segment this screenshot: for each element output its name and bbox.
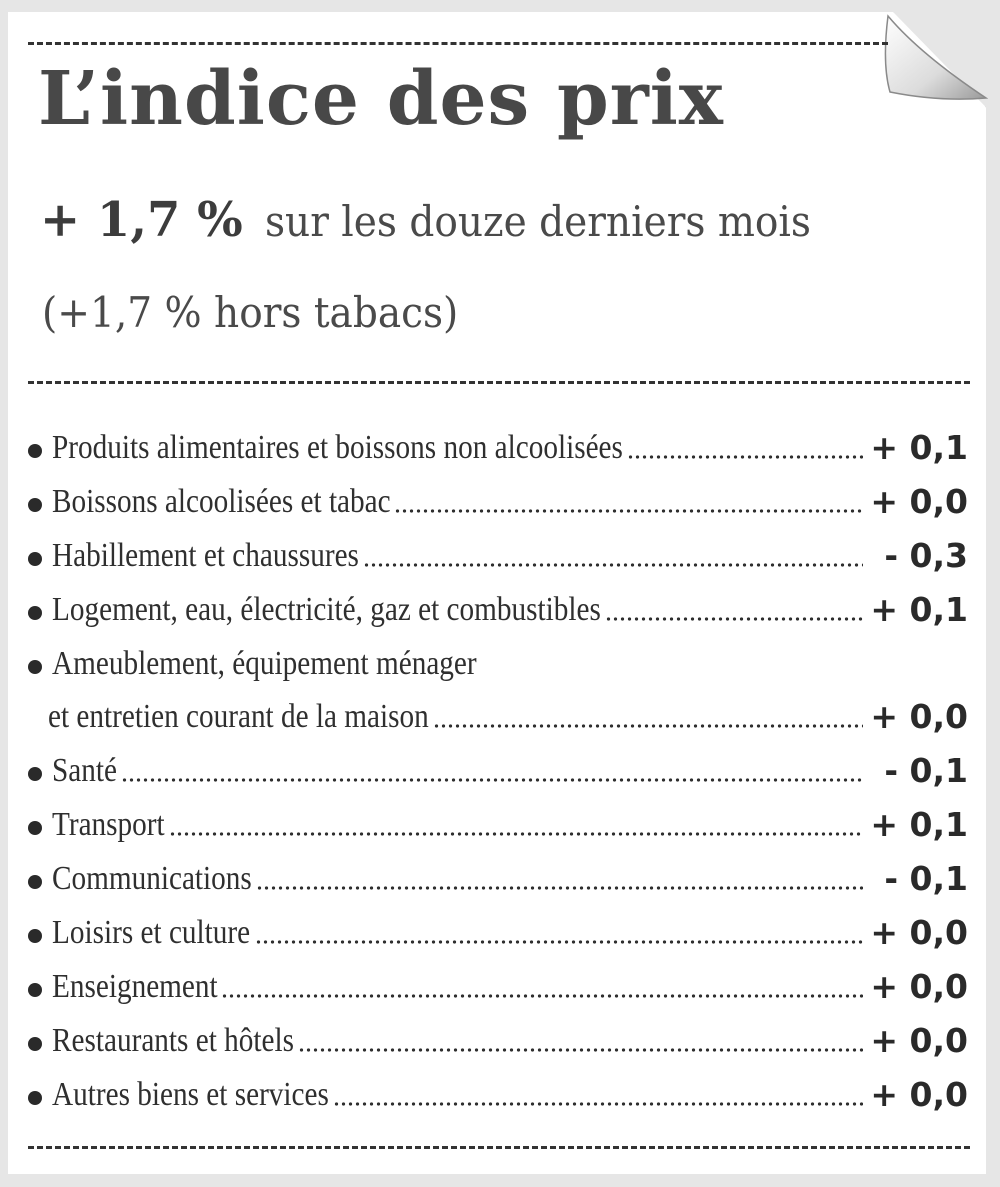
bullet-icon [28,821,42,835]
item-label: Santé [52,752,117,789]
list-item [28,580,968,634]
bullet-icon [28,875,42,889]
item-label-continued: et entretien courant de la maison [48,698,429,735]
dot-leader [605,617,863,621]
dot-leader [363,563,863,567]
item-value: + 0,0 [870,482,968,521]
item-value: + 0,0 [870,913,968,952]
dot-leader [256,886,863,890]
page-title: L’indice des prix [38,56,724,142]
bullet-icon [28,767,42,781]
bullet-icon [28,983,42,997]
bullet-icon [28,1091,42,1105]
item-label: Communications [52,860,252,897]
list-item [28,957,968,1011]
bullet-icon [28,444,42,458]
item-value: + 0,1 [870,805,968,844]
dot-leader [169,832,863,836]
dot-leader [121,778,863,782]
bullet-icon [28,929,42,943]
dot-leader [627,455,863,459]
item-value: + 0,1 [870,590,968,629]
bullet-icon [28,660,42,674]
page-curl-icon [880,14,988,106]
bullet-icon [28,552,42,566]
subline-tobacco: (+1,7 % hors tabacs) [42,288,459,337]
dot-leader [221,994,863,998]
dot-leader [333,1102,863,1106]
item-label: Habillement et chaussures [52,537,359,574]
dot-leader [394,509,863,513]
list-item [28,1011,968,1065]
divider-bottom [28,1146,970,1149]
list-item [28,849,968,903]
item-value: + 0,0 [870,967,968,1006]
headline-value: + 1,7 % [40,192,243,248]
list-item [28,634,968,741]
divider-middle [28,381,970,384]
item-label: Transport [52,806,165,843]
headline [40,192,852,248]
list-item [28,418,968,472]
item-label: Boissons alcoolisées et tabac [52,483,391,520]
list-item [28,903,968,957]
item-label: Logement, eau, électricité, gaz et combustibles [52,591,601,628]
dot-leader [298,1048,863,1052]
bullet-icon [28,498,42,512]
item-value: + 0,1 [870,428,968,467]
item-label: Restaurants et hôtels [52,1022,294,1059]
list-item [28,472,968,526]
item-value: - 0,1 [884,751,968,790]
list-item [28,741,968,795]
bullet-icon [28,1037,42,1051]
dot-leader [433,724,863,728]
dot-leader [255,940,863,944]
headline-text: sur les douze derniers mois [264,197,811,246]
list-item [28,795,968,849]
list-item [28,526,968,580]
item-value: - 0,3 [884,536,968,575]
item-label: Produits alimentaires et boissons non alcoolisées [52,429,623,466]
item-value: + 0,0 [870,1075,968,1114]
item-value: + 0,0 [870,697,968,736]
list-item [28,1065,968,1119]
item-label: Autres biens et services [52,1076,329,1113]
category-list [28,418,968,1119]
item-value: - 0,1 [884,859,968,898]
item-value: + 0,0 [870,1021,968,1060]
item-label: Loisirs et culture [52,914,251,951]
divider-top [28,42,888,45]
bullet-icon [28,606,42,620]
item-label: Enseignement [52,968,218,1005]
item-label: Ameublement, équipement ménager [52,645,477,682]
